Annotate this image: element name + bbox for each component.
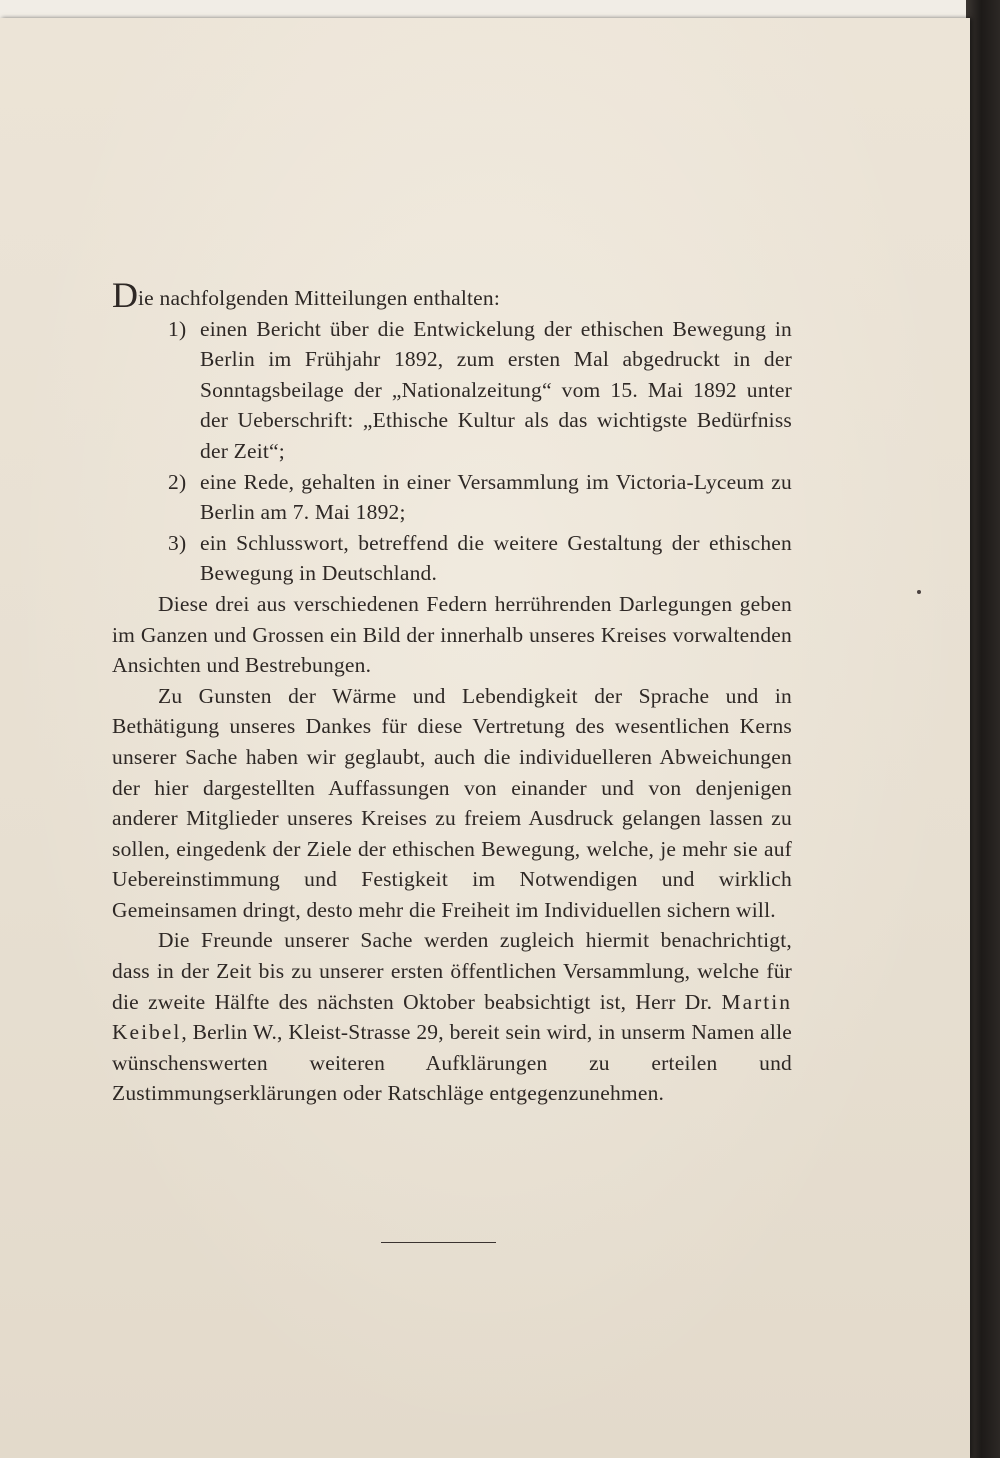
list-item-number: 3) (168, 530, 187, 555)
contact-person-name: Martin Keibel (112, 989, 792, 1045)
list-item-text: ein Schlusswort, betreffend die weitere Gestaltung der ethischen Bewegung in Deutschland. (200, 530, 792, 586)
ink-speck (917, 590, 921, 594)
paragraph-individuality: Zu Gunsten der Wärme und Lebendigkeit der Sprache und in Bethätigung unseres Dankes für diese Vertretung des wesentlichen Kerns unserer Sache haben wir geglaubt, auch die individuelleren Abweichungen der hier dargestellten Auffassungen von einander und von denjenigen anderer Mitglieder unseres Kreises zu freiem Ausdruck gelangen lassen zu sollen, eingedenk der Ziele der ethischen Bewegung, welche, je mehr sie auf Uebereinstimmung und Festigkeit im Notwendigen und wirklich Gemeinsamen dringt, desto mehr die Freiheit im Individuellen sichern will. (112, 683, 792, 922)
list-item (112, 314, 792, 467)
book-binding-edge (966, 0, 1000, 1458)
list-item-number: 1) (168, 316, 187, 341)
closing-rule (381, 1242, 496, 1243)
list-item-text: eine Rede, gehalten in einer Versammlung im Victoria-Lyceum zu Berlin am 7. Mai 1892; (200, 469, 792, 525)
intro-text: ie nachfolgenden Mitteilungen enthalten: (138, 286, 501, 310)
list-item-number: 2) (168, 469, 187, 494)
contents-list (112, 314, 792, 589)
document-body (112, 275, 792, 1109)
paragraph-summary: Diese drei aus verschiedenen Federn herrührenden Darlegungen geben im Ganzen und Grossen ein Bild der innerhalb unseres Kreises vorwaltenden Ansichten und Bestrebungen. (112, 591, 792, 678)
intro-line (112, 275, 792, 315)
drop-cap: D (112, 275, 138, 315)
contact-text-before: Die Freunde unserer Sache werden zugleich hiermit benachrichtigt, dass in der Zeit bis zu unserer ersten öffentlichen Versammlung, welche für die zweite Hälfte des nächsten Oktober beabsichtigt ist, Herr Dr. (112, 928, 792, 1014)
list-item-text: einen Bericht über die Entwickelung der ethischen Bewegung in Berlin im Frühjahr 1892, zum ersten Mal abgedruckt in der Sonntagsbeilage der „Nationalzeitung“ vom 15. Mai 1892 unter der Ueberschrift: „Ethische Kultur als das wichtigste Bedürfniss der Zeit“; (200, 316, 792, 463)
contact-text-after: , Berlin W., Kleist-Strasse 29, bereit sein wird, in unserm Namen alle wünschenswerten weiteren Aufklärungen zu erteilen und Zustimmungserklärungen oder Ratschläge entgegenzunehmen. (112, 1020, 792, 1106)
list-item (112, 528, 792, 589)
scan-border-top (0, 0, 1000, 18)
paragraph-contact (112, 925, 792, 1109)
list-item (112, 467, 792, 528)
